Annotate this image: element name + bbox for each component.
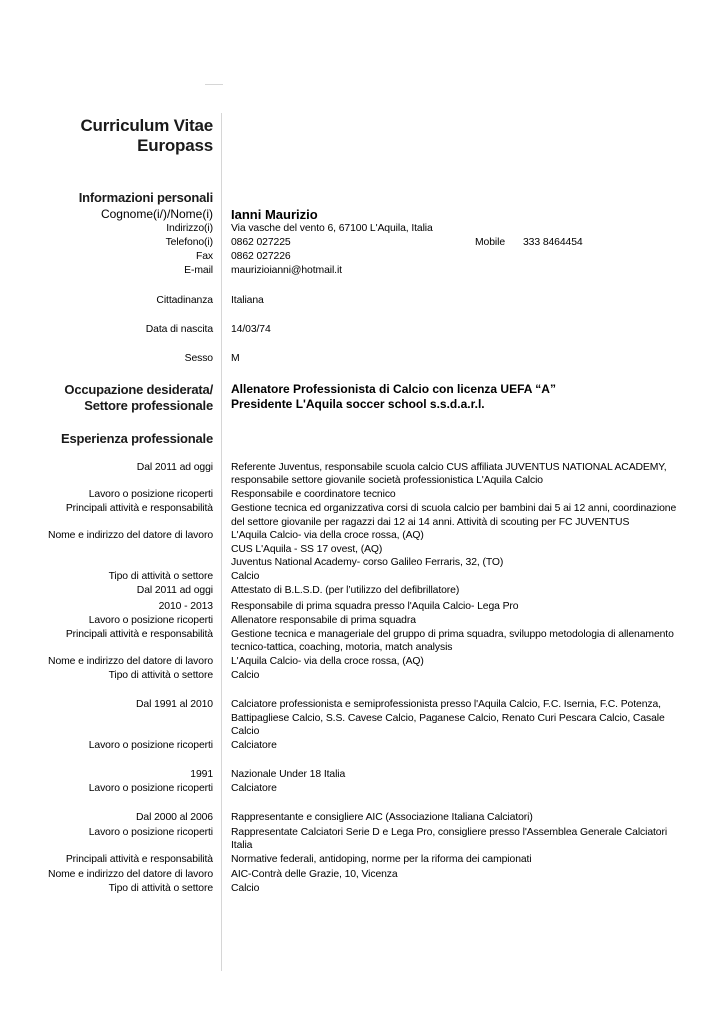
- exp4-date-label: Dal 1991 al 2010: [136, 699, 213, 710]
- fax-value: 0862 027226: [231, 251, 291, 262]
- exp1-employer-value-3: Juventus National Academy- corso Galileo Ferraris, 32, (TO): [231, 557, 504, 568]
- occupation-label-line2: Settore professionale: [84, 398, 213, 413]
- exp3-employer-label: Nome e indirizzo del datore di lavoro: [48, 656, 213, 667]
- exp3-role-value: Allenatore responsabile di prima squadra: [231, 615, 416, 626]
- exp1-activities-value-1: Gestione tecnica ed organizzativa corsi di scuola calcio per bambini dai 5 ai 12 anni, coordinazione: [231, 503, 677, 514]
- exp6-date-value: Rappresentante e consigliere AIC (Associazione Italiana Calciatori): [231, 812, 533, 823]
- exp3-date-label: 2010 - 2013: [158, 601, 213, 612]
- exp6-activities-value: Normative federali, antidoping, norme per la riforma dei campionati: [231, 854, 532, 865]
- phone-value: 0862 027225: [231, 237, 291, 248]
- exp4-date-value-3: Calcio: [231, 726, 260, 737]
- cv-title-line1: Curriculum Vitae: [80, 116, 213, 135]
- exp1-sector-value: Calcio: [231, 571, 260, 582]
- exp3-sector-label: Tipo di attività o settore: [108, 670, 213, 681]
- fax-label: Fax: [195, 251, 213, 262]
- exp6-employer-value: AIC-Contrà delle Grazie, 10, Vicenza: [231, 869, 398, 880]
- citizenship-label: Cittadinanza: [156, 295, 213, 306]
- exp1-date-label: Dal 2011 ad oggi: [136, 462, 213, 473]
- occupation-value-line1: Allenatore Professionista di Calcio con licenza UEFA “A”: [231, 382, 556, 396]
- exp3-role-label: Lavoro o posizione ricoperti: [88, 615, 213, 626]
- occupation-value-line2: Presidente L'Aquila soccer school s.s.d.a.r.l.: [231, 397, 485, 411]
- exp6-sector-label: Tipo di attività o settore: [108, 883, 213, 894]
- birth-label: Data di nascita: [145, 324, 213, 335]
- email-label: E-mail: [184, 265, 213, 276]
- name-label: Cognome(i/)/Nome(i): [100, 207, 213, 221]
- exp5-role-value: Calciatore: [231, 783, 277, 794]
- exp3-employer-value: L'Aquila Calcio- via della croce rossa, (AQ): [231, 656, 424, 667]
- exp3-sector-value: Calcio: [231, 670, 260, 681]
- exp6-date-label: Dal 2000 al 2006: [136, 812, 213, 823]
- exp6-employer-label: Nome e indirizzo del datore di lavoro: [48, 869, 213, 880]
- exp4-role-label: Lavoro o posizione ricoperti: [88, 740, 213, 751]
- exp6-role-label: Lavoro o posizione ricoperti: [88, 827, 213, 838]
- exp1-date-value-2: responsabile settore giovanile società professionistica L'Aquila Calcio: [231, 475, 543, 486]
- exp1-activities-value-2: del settore giovanile per ragazzi dai 12 ai 14 anni. Attività di scouting per FC JUVENTUS: [231, 517, 630, 528]
- column-divider: [221, 113, 222, 971]
- exp6-role-value-1: Rappresentate Calciatori Serie D e Lega Pro, consigliere presso l'Assemblea Generale Calciatori: [231, 827, 668, 838]
- exp4-date-value-1: Calciatore professionista e semiprofessionista presso l'Aquila Calcio, F.C. Isernia, F.C. Potenza,: [231, 699, 661, 710]
- exp3-date-value: Responsabile di prima squadra presso l'Aquila Calcio- Lega Pro: [231, 601, 519, 612]
- name-value: Ianni Maurizio: [231, 207, 318, 222]
- mobile-label: Mobile: [475, 237, 506, 248]
- birth-value: 14/03/74: [231, 324, 271, 335]
- exp5-date-label: 1991: [190, 769, 213, 780]
- exp1-employer-label: Nome e indirizzo del datore di lavoro: [48, 530, 213, 541]
- exp1-date-value-1: Referente Juventus, responsabile scuola calcio CUS affiliata JUVENTUS NATIONAL ACADEMY,: [231, 462, 667, 473]
- sex-value: M: [231, 353, 240, 364]
- exp5-role-label: Lavoro o posizione ricoperti: [88, 783, 213, 794]
- cv-title-line2: Europass: [137, 136, 213, 155]
- exp4-date-value-2: Battipagliese Calcio, S.S. Cavese Calcio, Paganese Calcio, Renato Curi Pescara Calcio, Casale: [231, 713, 665, 724]
- mobile-value: 333 8464454: [523, 237, 583, 248]
- top-divider-mark: [205, 84, 223, 85]
- exp1-sector-label: Tipo di attività o settore: [108, 571, 213, 582]
- section-heading-personal: Informazioni personali: [78, 190, 213, 205]
- sex-label: Sesso: [184, 353, 213, 364]
- exp3-activities-label: Principali attività e responsabilità: [65, 629, 213, 640]
- citizenship-value: Italiana: [231, 295, 264, 306]
- address-value: Via vasche del vento 6, 67100 L'Aquila, Italia: [231, 223, 433, 234]
- exp3-activities-value-1: Gestione tecnica e manageriale del gruppo di prima squadra, sviluppo metodologia di allenamento: [231, 629, 674, 640]
- exp4-role-value: Calciatore: [231, 740, 277, 751]
- exp6-activities-label: Principali attività e responsabilità: [65, 854, 213, 865]
- email-value[interactable]: maurizioianni@hotmail.it: [231, 265, 342, 276]
- exp6-role-value-2: Italia: [231, 840, 253, 851]
- occupation-label-line1: Occupazione desiderata/: [64, 382, 213, 397]
- exp1-activities-label: Principali attività e responsabilità: [65, 503, 213, 514]
- exp2-date-label: Dal 2011 ad oggi: [136, 585, 213, 596]
- exp6-sector-value: Calcio: [231, 883, 260, 894]
- phone-label: Telefono(i): [165, 237, 213, 248]
- exp3-activities-value-2: tecnico-tattica, coaching, motoria, match analysis: [231, 642, 453, 653]
- section-heading-experience: Esperienza professionale: [61, 431, 213, 446]
- exp5-date-value: Nazionale Under 18 Italia: [231, 769, 346, 780]
- exp1-employer-value-2: CUS L'Aquila - SS 17 ovest, (AQ): [231, 544, 383, 555]
- exp2-date-value: Attestato di B.L.S.D. (per l’utilizzo del defibrillatore): [231, 585, 460, 596]
- exp1-employer-value-1: L'Aquila Calcio- via della croce rossa, (AQ): [231, 530, 424, 541]
- exp1-role-value: Responsabile e coordinatore tecnico: [231, 489, 396, 500]
- exp1-role-label: Lavoro o posizione ricoperti: [88, 489, 213, 500]
- address-label: Indirizzo(i): [166, 223, 213, 234]
